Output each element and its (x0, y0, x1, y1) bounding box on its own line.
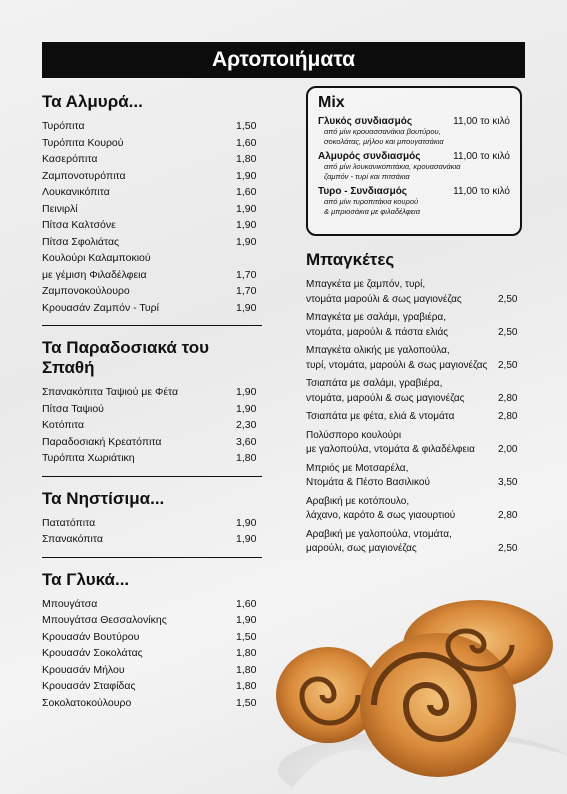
item-name: Λουκανικόπιτα (42, 186, 110, 198)
list-item (42, 300, 262, 317)
item-price: 1,90 (236, 202, 257, 215)
item-price: 1,80 (236, 153, 257, 165)
divider (42, 476, 262, 477)
item-name: Μπουγάτσα (42, 597, 98, 610)
list-item (42, 629, 262, 646)
list-item (42, 695, 262, 712)
item-price: 2,00 (498, 444, 518, 455)
item-name: Αραβική με γαλοπούλα, ντομάτα, μαρούλι, σως μαγιονέζας (306, 528, 452, 554)
item-price: 2,50 (498, 543, 518, 554)
list-item (42, 250, 262, 283)
item-name: Αραβική με κοτόπουλο, λάχανο, καρότο & σως γιαουρτιού (306, 495, 456, 521)
item-name: Τυρόπιτα Κουρού (42, 136, 124, 149)
list-item (42, 515, 262, 532)
item-price: 2,80 (498, 510, 518, 521)
mix-row (318, 116, 510, 127)
item-price: 1,60 (236, 186, 257, 198)
item-price: 1,90 (236, 301, 257, 314)
list-item (42, 450, 262, 467)
item-price: 1,80 (236, 647, 257, 659)
item-name: Ζαμπονοκούλουρο (42, 285, 130, 297)
list-item (306, 377, 524, 406)
item-price: 1,80 (236, 452, 257, 464)
mix-price: 11,00 το κιλό (453, 186, 510, 197)
divider (42, 557, 262, 558)
mix-item (318, 186, 510, 217)
item-price: 1,50 (236, 696, 257, 709)
list-item (42, 151, 262, 168)
item-name: Κρουασάν Μήλου (42, 663, 125, 676)
item-price: 2,80 (498, 411, 518, 422)
baguettes-list (306, 278, 524, 557)
item-name: Τσιαπάτα με σαλάμι, γραβιέρα, ντομάτα, μαρούλι & σως μαγιονέζας (306, 378, 465, 404)
item-price: 2,50 (498, 359, 518, 371)
savory-list (42, 118, 262, 316)
mix-name: Γλυκός συνδιασμός (318, 116, 413, 127)
item-name: Πίτσα Καλτσόνε (42, 219, 116, 231)
item-name: Ζαμπονοτυρόπιτα (42, 169, 126, 182)
list-item (306, 429, 524, 458)
list-item (306, 528, 524, 557)
item-name: Πολύσπορο κουλούρι με γαλοπούλα, ντομάτα & φιλαδέλφεια (306, 429, 475, 455)
list-item (306, 462, 524, 491)
section-title-traditional: Τα Παραδοσιακά του Σπαθή (42, 338, 209, 377)
item-price: 2,80 (498, 392, 518, 404)
item-name: Μπαγκέτα ολικής με γαλοπούλα, τυρί, ντομάτα, μαρούλι & σως μαγιονέζας (306, 345, 488, 371)
mix-description: από μίνι λουκανικοπιτάκια, κρουασανάκια ζαμπόν - τυρί και πιτσάκια (324, 162, 461, 181)
item-price: 1,70 (236, 285, 257, 297)
item-price: 1,90 (236, 516, 257, 529)
item-price: 1,90 (236, 235, 257, 248)
mix-description: από μίνι κρουασσανάκια βουτύρου, σοκολάτας, μήλου και μπουγατσάκια (324, 127, 444, 146)
item-price: 1,90 (236, 219, 257, 231)
list-item (42, 531, 262, 548)
mix-list (318, 116, 510, 217)
item-name: Πατατόπιτα (42, 516, 96, 529)
section-title-baguettes: Μπαγκέτες (306, 250, 395, 269)
item-name: Σπανακόπιτα (42, 533, 103, 545)
list-item (42, 645, 262, 662)
list-item (306, 278, 524, 307)
section-title-sweets: Τα Γλυκά... (42, 569, 130, 589)
list-item (42, 184, 262, 201)
list-item (306, 311, 524, 340)
mix-row (318, 151, 510, 162)
lenten-list (42, 515, 262, 548)
item-name: Τυρόπιτα Χωριάτικη (42, 452, 135, 464)
mix-row (318, 186, 510, 197)
item-name: Τυρόπιτα (42, 120, 85, 132)
list-item (42, 217, 262, 234)
list-item (42, 283, 262, 300)
item-price: 1,90 (236, 169, 257, 182)
item-price: 2,30 (236, 419, 257, 431)
item-name: Τσιαπάτα με φέτα, ελιά & ντομάτα (306, 411, 455, 422)
divider (42, 325, 262, 326)
right-column (306, 250, 524, 561)
list-item (42, 678, 262, 695)
list-item (42, 135, 262, 152)
item-name: Κασερόπιτα (42, 153, 98, 165)
item-name: Μπριός με Μοτσαρέλα, Ντομάτα & Πέστο Βασιλικού (306, 462, 430, 488)
item-price: 1,50 (236, 630, 257, 643)
mix-item (318, 116, 510, 147)
mix-box (306, 86, 522, 236)
section-title-savory: Τα Αλμυρά... (42, 92, 143, 111)
list-item (42, 234, 262, 251)
item-name: Κρουασάν Βουτύρου (42, 630, 140, 643)
list-item (306, 344, 524, 373)
item-price: 2,50 (498, 293, 518, 305)
item-name: Κουλούρι Καλαμποκιού με γέμιση Φιλαδέλφεια (42, 252, 151, 281)
item-price: 1,60 (236, 136, 257, 149)
item-name: Μπαγκέτα με σαλάμι, γραβιέρα, ντομάτα, μαρούλι & πάστα ελιάς (306, 312, 449, 338)
item-price: 3,60 (236, 435, 257, 448)
list-item (306, 495, 524, 524)
item-price: 1,80 (236, 680, 257, 692)
list-item (42, 201, 262, 218)
item-name: Κρουασάν Ζαμπόν - Τυρί (42, 301, 159, 314)
pastry-rolls-photo (268, 585, 567, 794)
list-item (42, 417, 262, 434)
item-price: 2,50 (498, 326, 518, 338)
item-name: Πίτσα Σφολιάτας (42, 235, 120, 248)
item-price: 1,70 (236, 268, 257, 281)
sweets-list (42, 596, 262, 712)
item-name: Μπουγάτσα Θεσσαλονίκης (42, 614, 167, 626)
item-name: Σοκολατοκούλουρο (42, 696, 132, 709)
list-item (42, 596, 262, 613)
mix-name: Αλμυρός συνδιασμός (318, 151, 421, 162)
mix-price: 11,00 το κιλό (453, 116, 510, 127)
mix-description: από μίνι τυροπιτάκια κουρού & μπριοσάκια με φιλαδέλφεια (324, 197, 420, 216)
item-price: 1,90 (236, 533, 257, 545)
item-price: 3,50 (498, 477, 518, 488)
item-name: Μπαγκέτα με ζαμπόν, τυρί, ντομάτα μαρούλι & σως μαγιονέζας (306, 279, 462, 305)
mix-price: 11,00 το κιλό (453, 151, 510, 162)
item-name: Πίτσα Ταψιού (42, 402, 104, 415)
page-title: Αρτοποιήματα (42, 42, 525, 78)
mix-item (318, 151, 510, 182)
item-name: Κρουασάν Σταφίδας (42, 680, 136, 692)
left-column (42, 92, 262, 711)
item-price: 1,80 (236, 663, 257, 676)
item-price: 1,50 (236, 120, 257, 132)
item-name: Σπανακόπιτα Ταψιού με Φέτα (42, 386, 179, 398)
list-item (42, 168, 262, 185)
list-item (42, 662, 262, 679)
section-title-lenten: Τα Νηστίσιμα... (42, 488, 165, 508)
item-name: Πεινιρλί (42, 202, 78, 215)
list-item (42, 434, 262, 451)
mix-name: Τυρο - Συνδιασμός (318, 186, 408, 197)
item-name: Παραδοσιακή Κρεατόπιτα (42, 435, 162, 448)
item-price: 1,60 (236, 597, 257, 610)
list-item (42, 401, 262, 418)
traditional-list (42, 384, 262, 467)
list-item (306, 410, 524, 425)
item-name: Κοτόπιτα (42, 419, 85, 431)
section-title-mix: Mix (318, 94, 345, 111)
list-item (42, 612, 262, 629)
item-name: Κρουασάν Σοκολάτας (42, 647, 143, 659)
item-price: 1,90 (236, 402, 257, 415)
list-item (42, 118, 262, 135)
list-item (42, 384, 262, 401)
item-price: 1,90 (236, 614, 257, 626)
item-price: 1,90 (236, 386, 257, 398)
